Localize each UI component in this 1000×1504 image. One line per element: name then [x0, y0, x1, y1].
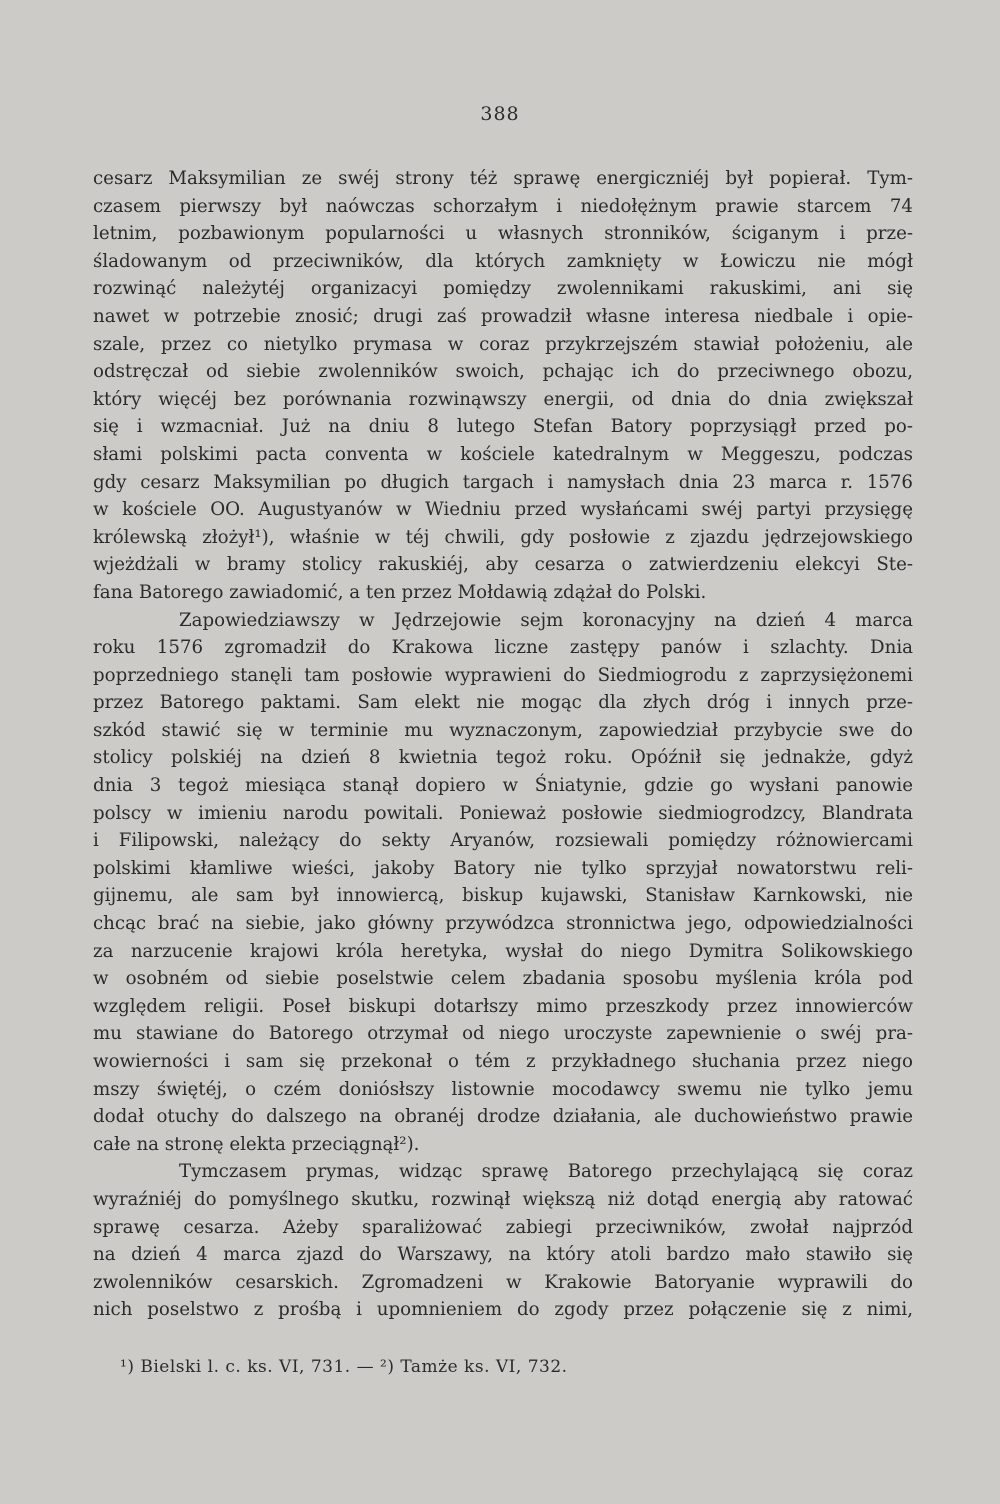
paragraph-1 [93, 165, 913, 607]
text-line: gijnemu, ale sam był innowiercą, biskup kujawski, Stanisław Karnkowski, nie [93, 885, 913, 907]
text-line: się i wzmacniał. Już na dniu 8 lutego Stefan Batory poprzysiągł przed po- [93, 416, 913, 438]
text-line: letnim, pozbawionym popularności u własnych stronników, ściganym i prze- [93, 223, 913, 245]
body-text [93, 165, 913, 1324]
text-line: królewską złożył¹), właśnie w téj chwili, gdy posłowie z zjazdu jędrzejowskiego [93, 526, 913, 548]
text-line: względem religii. Poseł biskupi dotarłszy mimo przeszkody przez innowierców [93, 995, 913, 1017]
text-line: na dzień 4 marca zjazd do Warszawy, na który atoli bardzo mało stawiło się [93, 1244, 913, 1266]
text-line: w osobném od siebie poselstwie celem zbadania sposobu myślenia króla pod [93, 968, 913, 990]
page-number: 388 [480, 103, 520, 125]
text-line: w kościele OO. Augustyanów w Wiedniu przed wysłańcami swéj partyi przysięgę [93, 499, 913, 521]
text-line: fana Batorego zawiadomić, a ten przez Mołdawią zdążał do Polski. [93, 581, 707, 603]
text-line: dodał otuchy do dalszego na obranéj drodze działania, ale duchowieństwo prawie [93, 1106, 913, 1128]
text-line: polskimi kłamliwe wieści, jakoby Batory nie tylko sprzyjał nowatorstwu reli- [93, 857, 913, 879]
text-line: chcąc brać na siebie, jako główny przywódzca stronnictwa jego, odpowiedzialności [93, 913, 913, 935]
text-line: Tymczasem prymas, widząc sprawę Batorego przechylającą się coraz [179, 1161, 913, 1183]
text-line: dnia 3 tegoż miesiąca stanął dopiero w Śniatynie, gdzie go wysłani panowie [93, 775, 913, 797]
text-line: który więcéj bez porównania rozwinąwszy energii, od dnia do dnia zwiększał [93, 388, 913, 410]
text-line: zwolenników cesarskich. Zgromadzeni w Krakowie Batoryanie wyprawili do [93, 1271, 913, 1293]
text-line: poprzedniego stanęli tam posłowie wyprawieni do Siedmiogrodu z zaprzysiężonemi [93, 664, 913, 686]
text-line: nich poselstwo z prośbą i upomnieniem do zgody przez połączenie się z nimi, [93, 1299, 913, 1321]
text-line: stolicy polskiéj na dzień 8 kwietnia tegoż roku. Opóźnił się jednakże, gdyż [93, 747, 913, 769]
text-line: przez Batorego paktami. Sam elekt nie mogąc dla złych dróg i innych prze- [93, 692, 913, 714]
text-line: czasem pierwszy był naówczas schorzałym i niedołężnym prawie starcem 74 [93, 195, 913, 217]
text-line: cesarz Maksymilian ze swéj strony téż sprawę energiczniéj był popierał. Tym- [93, 168, 913, 189]
text-line: odstręczał od siebie zwolenników swoich, pchając ich do przeciwnego obozu, [93, 361, 913, 383]
text-line: za narzucenie krajowi króla heretyka, wysłał do niego Dymitra Solikowskiego [93, 940, 913, 962]
text-line: nawet w potrzebie znosić; drugi zaś prowadził własne interesa niedbale i opie- [93, 305, 913, 327]
text-line: Zapowiedziawszy w Jędrzejowie sejm koronacyjny na dzień 4 marca [179, 609, 913, 631]
text-line: szkód stawić się w terminie mu wyznaczonym, zapowiedział przybycie swe do [93, 719, 913, 741]
text-line: i Filipowski, należący do sekty Aryanów, rozsiewali pomiędzy różnowiercami [93, 830, 913, 852]
text-line: sprawę cesarza. Ażeby sparaliżować zabiegi przeciwników, zwołał najprzód [93, 1216, 913, 1238]
text-line: gdy cesarz Maksymilian po długich targach i namysłach dnia 23 marca r. 1576 [93, 471, 913, 493]
text-line: rozwinąć należytéj organizacyi pomiędzy zwolennikami rakuskimi, ani się [93, 278, 913, 300]
paragraph-2 [93, 607, 913, 1159]
text-line: wowierności i sam się przekonał o tém z przykładnego słuchania przez niego [93, 1051, 913, 1072]
text-line: wyraźniéj do pomyślnego skutku, rozwinął większą niż dotąd energią aby ratować [93, 1188, 913, 1210]
text-line: śladowanym od przeciwników, dla których zamknięty w Łowiczu nie mógł [93, 250, 913, 272]
text-line: mu stawiane do Batorego otrzymał od niego uroczyste zapewnienie o swéj pra- [93, 1023, 913, 1045]
paragraph-3 [93, 1158, 913, 1324]
text-line: całe na stronę elekta przeciągnął²). [93, 1133, 420, 1155]
footnotes: ¹) Bielski l. c. ks. VI, 731. — ²) Tamże ks. VI, 732. [120, 1357, 568, 1377]
text-line: wjeżdżali w bramy stolicy rakuskiéj, aby cesarza o zatwierdzeniu elekcyi Ste- [93, 554, 913, 576]
text-line: polscy w imieniu narodu powitali. Ponieważ posłowie siedmiogrodzcy, Blandrata [93, 802, 913, 824]
text-line: szale, przez co nietylko prymasa w coraz przykrzejszém stawiał położeniu, ale [93, 333, 913, 355]
text-line: mszy świętéj, o czém doniósłszy listownie mocodawcy swemu nie tylko jemu [93, 1078, 913, 1100]
text-line: roku 1576 zgromadził do Krakowa liczne zastępy panów i szlachty. Dnia [93, 637, 913, 659]
text-line: słami polskimi pacta conventa w kościele katedralnym w Meggeszu, podczas [93, 443, 913, 465]
